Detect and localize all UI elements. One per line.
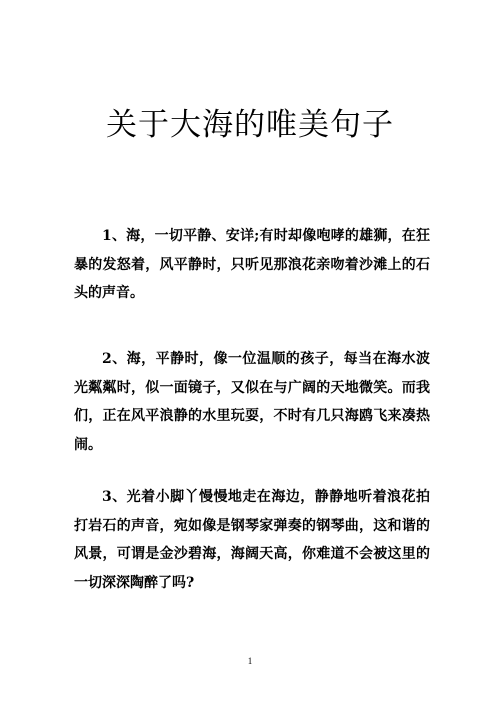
paragraph-2: 2、海，平静时，像一位温顺的孩子，每当在海水波光粼粼时，似一面镜子，又似在与广阔的天地微笑。而我们，正在风平浪静的水里玩耍，不时有几只海鸥飞来凑热闹。 — [74, 351, 430, 453]
page-number: 1 — [247, 656, 253, 666]
paragraph-3: 3、光着小脚丫慢慢地走在海边，静静地听着浪花拍打岩石的声音，宛如像是钢琴家弹奏的钢琴曲，这和谐的风景，可谓是金沙碧海，海阔天高，你难道不会被这里的一切深深陶醉了吗? — [74, 489, 430, 591]
paragraph-1: 1、海，一切平静、安详;有时却像咆哮的雄狮，在狂暴的发怒着，风平静时，只听见那浪花亲吻着沙滩上的石头的声音。 — [74, 228, 430, 301]
page-title: 关于大海的唯美句子 — [106, 106, 394, 143]
